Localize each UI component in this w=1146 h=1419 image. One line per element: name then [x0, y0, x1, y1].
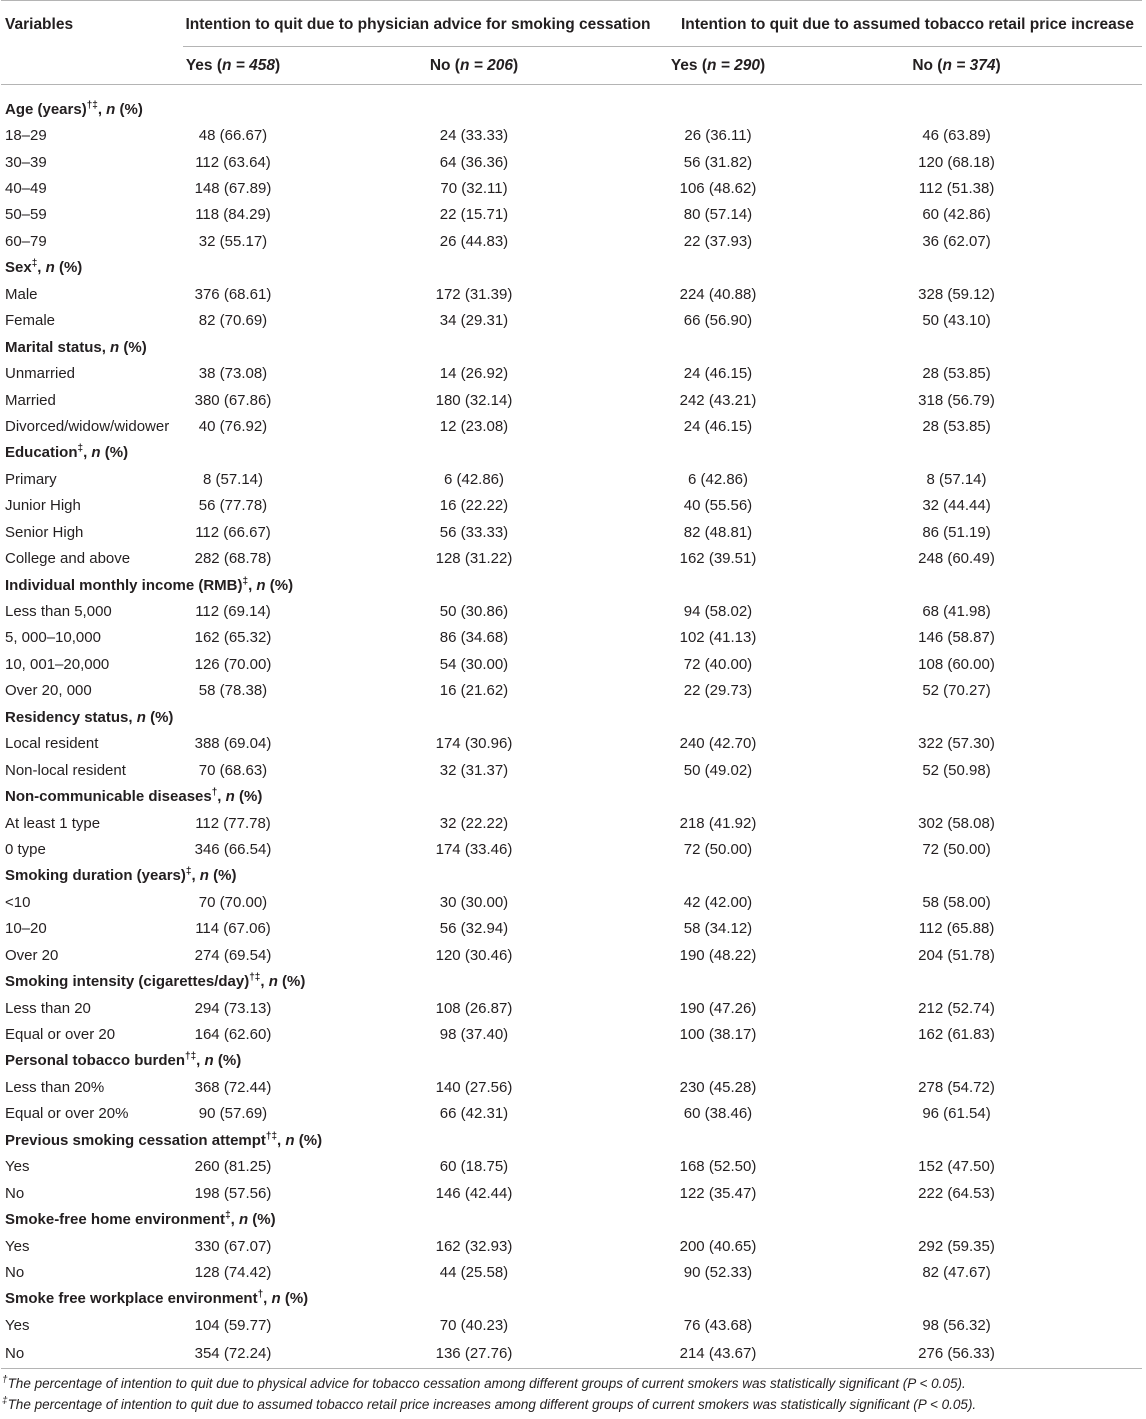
table-cell: 26 (36.11): [684, 127, 752, 145]
row-label: Over 20: [5, 946, 59, 964]
table-cell: 162 (61.83): [918, 1026, 995, 1044]
table-cell: 180 (32.14): [435, 391, 513, 409]
table-cell: 48 (66.67): [198, 127, 268, 145]
row-label: At least 1 type: [5, 814, 101, 832]
table-cell: 68 (41.98): [922, 603, 991, 621]
variables-header: Variables: [1, 1, 183, 47]
table-row: [1, 678, 1142, 704]
physician-advice-header: Intention to quit due to physician advice for smoking cessation: [183, 1, 665, 47]
footnote: †The percentage of intention to quit due to physical advice for tobacco cessation among different groups of current smokers was statistically significant (P < 0.05).: [2, 1374, 966, 1391]
table-cell: 302 (58.08): [918, 814, 995, 832]
table-cell: 230 (45.28): [679, 1078, 757, 1096]
table-cell: 174 (30.96): [435, 735, 513, 753]
table-cell: 276 (56.33): [771, 1339, 1142, 1369]
category-label: Smoking intensity (cigarettes/day)†‡, n (%): [5, 972, 306, 991]
table-cell: 278 (54.72): [918, 1078, 995, 1096]
table-row: [1, 175, 1142, 201]
table-cell: 58 (58.00): [922, 893, 991, 911]
table-cell: 50 (43.10): [922, 312, 991, 330]
row-label: 60–79: [5, 232, 47, 250]
table-cell: 56 (32.94): [439, 920, 509, 938]
table-cell: 90 (52.33): [683, 1263, 753, 1281]
table-cell: 140 (27.56): [435, 1078, 513, 1096]
table-cell: 94 (58.02): [683, 603, 753, 621]
table-cell: 32 (44.44): [922, 497, 991, 515]
table-cell: 24 (46.15): [683, 365, 753, 383]
table-cell: 8 (57.14): [202, 470, 264, 488]
category-row: [1, 572, 1142, 598]
header-row-answers: [1, 47, 1142, 85]
table-cell: 34 (29.31): [439, 312, 509, 330]
table-row: [1, 466, 1142, 492]
category-label: Age (years)†‡, n (%): [5, 99, 143, 118]
table-cell: 224 (40.88): [679, 285, 757, 303]
row-label: 10, 001–20,000: [5, 655, 110, 673]
table-cell: 260 (81.25): [194, 1158, 272, 1176]
table-cell: 32 (55.17): [198, 232, 268, 250]
category-label: Sex‡, n (%): [5, 258, 83, 277]
table-cell: 56 (77.78): [198, 497, 268, 515]
table-cell: 40 (55.56): [683, 497, 753, 515]
table-row: [1, 1339, 1142, 1369]
table-cell: 172 (31.39): [435, 285, 513, 303]
table-cell: 136 (27.76): [283, 1339, 665, 1369]
row-label: Equal or over 20%: [5, 1105, 129, 1123]
table-cell: 70 (40.23): [439, 1316, 509, 1334]
row-label: Junior High: [5, 497, 81, 515]
table-cell: 44 (25.58): [439, 1263, 509, 1281]
category-row: [1, 1206, 1142, 1232]
table-cell: 70 (68.63): [198, 761, 268, 779]
table-cell: 42 (42.00): [683, 893, 753, 911]
row-label: College and above: [5, 550, 131, 568]
table-cell: 112 (66.67): [195, 523, 271, 541]
table-row: [1, 1233, 1142, 1259]
table-row: [1, 651, 1142, 677]
table-cell: 32 (31.37): [439, 761, 509, 779]
row-label: Non-local resident: [5, 761, 126, 779]
row-label: No: [1, 1339, 183, 1369]
table-row: [1, 308, 1142, 334]
row-label: 18–29: [5, 127, 47, 145]
table-cell: 112 (51.38): [918, 180, 995, 198]
table-cell: 146 (58.87): [918, 629, 995, 647]
table-cell: 120 (68.18): [918, 153, 995, 171]
category-row: [1, 863, 1142, 889]
row-label: 50–59: [5, 206, 47, 224]
table-cell: 368 (72.44): [194, 1078, 272, 1096]
category-row: [1, 334, 1142, 360]
table-cell: 212 (52.74): [918, 999, 995, 1017]
category-row: [1, 255, 1142, 281]
row-label: Less than 20%: [5, 1078, 105, 1096]
table-cell: 72 (50.00): [683, 840, 753, 858]
table-cell: 36 (62.07): [922, 232, 991, 250]
category-row: [1, 96, 1142, 122]
table-cell: 112 (69.14): [195, 603, 271, 621]
table-cell: 58 (78.38): [198, 682, 268, 700]
row-label: 30–39: [5, 153, 47, 171]
table-cell: 198 (57.56): [194, 1184, 272, 1202]
row-label: Divorced/widow/widower: [5, 417, 170, 435]
table-cell: 24 (33.33): [439, 127, 509, 145]
row-label: Unmarried: [5, 365, 76, 383]
table-cell: 66 (56.90): [683, 312, 753, 330]
category-row: [1, 783, 1142, 809]
table-cell: 190 (47.26): [679, 999, 757, 1017]
table-cell: 16 (21.62): [439, 682, 509, 700]
table-row: [1, 810, 1142, 836]
table-row: [1, 731, 1142, 757]
table-cell: 6 (42.86): [443, 470, 505, 488]
table-row: [1, 122, 1142, 148]
table-cell: 102 (41.13): [679, 629, 757, 647]
table-cell: 54 (30.00): [439, 655, 509, 673]
table-cell: 292 (59.35): [918, 1237, 995, 1255]
row-label: Yes: [5, 1237, 30, 1255]
table-cell: 22 (37.93): [683, 232, 753, 250]
table-row: [1, 545, 1142, 571]
table-row: [1, 202, 1142, 228]
table-cell: 354 (72.24): [183, 1339, 283, 1369]
row-label: Senior High: [5, 523, 84, 541]
table-cell: 30 (30.00): [439, 893, 509, 911]
table-cell: 104 (59.77): [194, 1316, 272, 1334]
table-row: [1, 413, 1142, 439]
table-cell: 112 (63.64): [195, 153, 271, 171]
table-cell: 80 (57.14): [683, 206, 753, 224]
table-cell: 60 (38.46): [683, 1105, 753, 1123]
table-row: [1, 387, 1142, 413]
table-cell: 108 (60.00): [918, 655, 995, 673]
row-label: Local resident: [5, 735, 99, 753]
table-cell: 32 (22.22): [439, 814, 509, 832]
table-cell: 128 (74.42): [194, 1263, 272, 1281]
results-table: [1, 0, 1142, 1369]
no-physician-header: No (n = 206): [283, 47, 665, 85]
table-body: [1, 85, 1142, 1369]
row-label: Over 20, 000: [5, 682, 92, 700]
table-cell: 50 (49.02): [683, 761, 753, 779]
table-cell: 222 (64.53): [918, 1184, 995, 1202]
table-cell: 16 (22.22): [439, 497, 509, 515]
row-label: 40–49: [5, 180, 47, 198]
table-row: [1, 1154, 1142, 1180]
row-label: Primary: [5, 470, 57, 488]
table-cell: 22 (29.73): [683, 682, 753, 700]
row-label: Married: [5, 391, 56, 409]
category-row: [1, 1127, 1142, 1153]
category-label: Non-communicable diseases†, n (%): [5, 787, 263, 806]
table-cell: 24 (46.15): [683, 417, 753, 435]
table-cell: 86 (51.19): [922, 523, 991, 541]
table-cell: 82 (70.69): [198, 312, 268, 330]
category-label: Smoking duration (years)‡, n (%): [5, 866, 237, 885]
row-label: Female: [5, 312, 56, 330]
table-cell: 70 (32.11): [440, 180, 508, 198]
category-label: Education‡, n (%): [5, 443, 129, 462]
table-cell: 40 (76.92): [198, 417, 268, 435]
header-row-groups: [1, 1, 1142, 47]
table-row: [1, 598, 1142, 624]
table-cell: 90 (57.69): [198, 1105, 268, 1123]
table-cell: 328 (59.12): [918, 285, 995, 303]
table-cell: 56 (33.33): [439, 523, 509, 541]
category-row: [1, 968, 1142, 994]
table-cell: 274 (69.54): [194, 946, 272, 964]
no-price-header: No (n = 374): [771, 47, 1142, 85]
yes-price-header: Yes (n = 290): [665, 47, 771, 85]
category-row: [1, 1286, 1142, 1312]
table-cell: 58 (34.12): [683, 920, 753, 938]
row-label: Equal or over 20: [5, 1026, 116, 1044]
table-cell: 26 (44.83): [439, 232, 509, 250]
table-row: [1, 1312, 1142, 1338]
table-cell: 204 (51.78): [918, 946, 995, 964]
table-cell: 114 (67.06): [195, 920, 271, 938]
table-cell: 28 (53.85): [922, 365, 991, 383]
table-cell: 52 (50.98): [922, 761, 991, 779]
table-cell: 66 (42.31): [439, 1105, 509, 1123]
table-row: [1, 228, 1142, 254]
table-cell: 86 (34.68): [439, 629, 509, 647]
yes-physician-header: Yes (n = 458): [183, 47, 283, 85]
table-row: [1, 942, 1142, 968]
row-label: Male: [5, 285, 38, 303]
table-row: [1, 995, 1142, 1021]
table-cell: 330 (67.07): [194, 1237, 272, 1255]
table-cell: 126 (70.00): [194, 655, 272, 673]
table-cell: 162 (39.51): [679, 550, 757, 568]
table-cell: 282 (68.78): [194, 550, 272, 568]
table-cell: 60 (42.86): [922, 206, 991, 224]
table-cell: 248 (60.49): [918, 550, 995, 568]
table-row: [1, 360, 1142, 386]
category-label: Personal tobacco burden†‡, n (%): [5, 1051, 242, 1070]
table-row: [1, 1074, 1142, 1100]
row-label: No: [5, 1263, 25, 1281]
table-cell: 98 (56.32): [922, 1316, 991, 1334]
table-cell: 376 (68.61): [194, 285, 272, 303]
table-cell: 60 (18.75): [439, 1158, 509, 1176]
table-cell: 388 (69.04): [194, 735, 272, 753]
table-row: [1, 1259, 1142, 1285]
table-cell: 380 (67.86): [194, 391, 272, 409]
table-cell: 128 (31.22): [435, 550, 513, 568]
table-cell: 318 (56.79): [918, 391, 995, 409]
footnote: ‡The percentage of intention to quit due to assumed tobacco retail price increases among different groups of current smokers was statistically significant (P < 0.05).: [2, 1395, 977, 1412]
table-cell: 164 (62.60): [194, 1026, 272, 1044]
table-row: [1, 1101, 1142, 1127]
table-cell: 28 (53.85): [922, 417, 991, 435]
row-label: Less than 5,000: [5, 603, 112, 621]
table-cell: 162 (32.93): [435, 1237, 513, 1255]
row-label: Less than 20: [5, 999, 91, 1017]
row-label: 10–20: [5, 920, 47, 938]
price-increase-header: Intention to quit due to assumed tobacco retail price increase: [665, 1, 1142, 47]
table-cell: 174 (33.46): [435, 840, 513, 858]
table-cell: 56 (31.82): [683, 153, 753, 171]
table-row: [1, 916, 1142, 942]
table-cell: 242 (43.21): [679, 391, 757, 409]
table-cell: 96 (61.54): [922, 1105, 991, 1123]
table-cell: 64 (36.36): [439, 153, 509, 171]
table-cell: 106 (48.62): [679, 180, 757, 198]
table-cell: 8 (57.14): [926, 470, 987, 488]
table-cell: 112 (77.78): [195, 814, 271, 832]
row-label: 0 type: [5, 840, 46, 858]
category-row: [1, 1048, 1142, 1074]
table-row: [1, 149, 1142, 175]
table-cell: 82 (47.67): [922, 1263, 991, 1281]
table-cell: 218 (41.92): [679, 814, 757, 832]
table-cell: 240 (42.70): [679, 735, 757, 753]
table-cell: 38 (73.08): [198, 365, 268, 383]
table-cell: 46 (63.89): [922, 127, 991, 145]
table-row: [1, 836, 1142, 862]
table-cell: 76 (43.68): [683, 1316, 753, 1334]
table-cell: 72 (40.00): [683, 655, 753, 673]
footnotes: [0, 1373, 1146, 1415]
row-label: 5, 000–10,000: [5, 629, 101, 647]
row-label: Yes: [5, 1158, 30, 1176]
table-cell: 190 (48.22): [679, 946, 757, 964]
table-cell: 108 (26.87): [435, 999, 513, 1017]
table-cell: 294 (73.13): [194, 999, 272, 1017]
table-cell: 82 (48.81): [683, 523, 753, 541]
table-cell: 200 (40.65): [679, 1237, 757, 1255]
category-row: [1, 440, 1142, 466]
table-cell: 162 (65.32): [194, 629, 272, 647]
row-label: No: [5, 1184, 25, 1202]
table-cell: 112 (65.88): [918, 920, 995, 938]
table-row: [1, 519, 1142, 545]
table-row: [1, 757, 1142, 783]
table-cell: 12 (23.08): [439, 417, 509, 435]
table-cell: 168 (52.50): [679, 1158, 757, 1176]
table-row: [1, 1021, 1142, 1047]
table-row: [1, 493, 1142, 519]
category-label: Smoke free workplace environment†, n (%): [5, 1289, 309, 1308]
category-label: Previous smoking cessation attempt†‡, n (%): [5, 1130, 323, 1149]
table-cell: 98 (37.40): [439, 1026, 509, 1044]
table-cell: 6 (42.86): [687, 470, 749, 488]
table-cell: 70 (70.00): [198, 893, 268, 911]
table-cell: 14 (26.92): [439, 365, 509, 383]
row-label: <10: [5, 893, 31, 911]
table-cell: 52 (70.27): [922, 682, 991, 700]
category-label: Marital status, n (%): [5, 338, 147, 356]
table-cell: 118 (84.29): [195, 206, 271, 224]
table-cell: 72 (50.00): [922, 840, 991, 858]
table-row: [1, 1180, 1142, 1206]
table-cell: 146 (42.44): [435, 1184, 513, 1202]
table-row: [1, 625, 1142, 651]
table-row: [1, 281, 1142, 307]
table-cell: 100 (38.17): [679, 1026, 757, 1044]
table-cell: 22 (15.71): [439, 206, 509, 224]
table-cell: 148 (67.89): [194, 180, 272, 198]
table-cell: 50 (30.86): [439, 603, 509, 621]
table-cell: 322 (57.30): [918, 735, 995, 753]
category-label: Residency status, n (%): [5, 708, 174, 726]
table-row: [1, 889, 1142, 915]
table-cell: 346 (66.54): [194, 840, 272, 858]
table-cell: 120 (30.46): [435, 946, 513, 964]
category-row: [1, 704, 1142, 730]
table-cell: 122 (35.47): [679, 1184, 757, 1202]
row-label: Yes: [5, 1316, 30, 1334]
table-cell: 214 (43.67): [665, 1339, 771, 1369]
category-label: Smoke-free home environment‡, n (%): [5, 1210, 276, 1229]
category-label: Individual monthly income (RMB)‡, n (%): [5, 575, 294, 594]
table-cell: 152 (47.50): [918, 1158, 995, 1176]
